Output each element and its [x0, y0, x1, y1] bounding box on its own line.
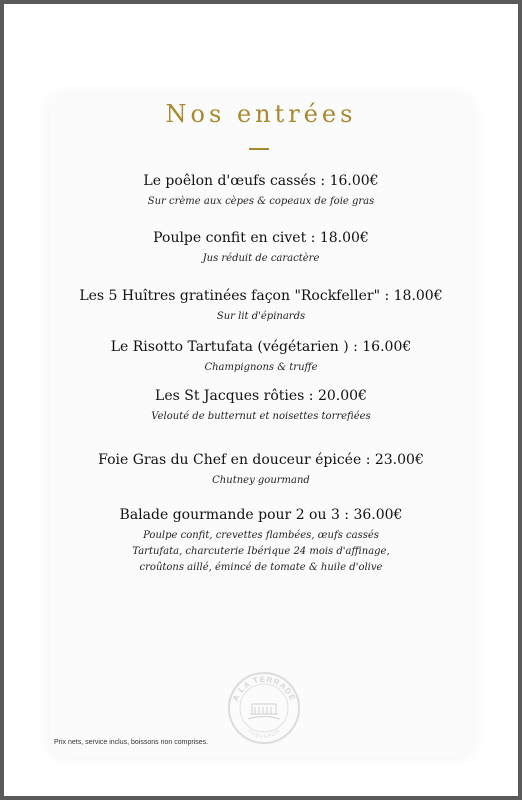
- dish-item: [0, 506, 522, 576]
- dish-name: Balade gourmande pour 2 ou 3 : 36.00€: [119, 507, 403, 523]
- dish-item: [0, 387, 522, 425]
- dish-description-line: Champignons & truffe: [204, 362, 318, 373]
- dish-name: Les 5 Huîtres gratinées façon "Rockfeller" : 18.00€: [79, 288, 443, 304]
- dish-description-line: Sur crème aux cèpes & copeaux de foie gras: [147, 196, 375, 207]
- dish-description-line: Velouté de butternut et noisettes torrefiées: [151, 411, 371, 422]
- dish-description-line: Poulpe confit, crevettes flambées, œufs cassés: [143, 530, 379, 541]
- dish-name: Le poêlon d'œufs cassés : 16.00€: [143, 173, 379, 189]
- dish-name: Le Risotto Tartufata (végétarien ) : 16.00€: [110, 339, 412, 355]
- dish-description: [0, 473, 522, 489]
- dish-description: [0, 251, 522, 267]
- dish-description-line: Tartufata, charcuterie Ibérique 24 mois d'affinage,: [132, 546, 390, 557]
- dish-description: [0, 194, 522, 210]
- dish-description-line: Jus réduit de caractère: [202, 253, 320, 264]
- dish-item: [0, 338, 522, 376]
- dish-description: [0, 309, 522, 325]
- dish-name: Poulpe confit en civet : 18.00€: [153, 230, 369, 246]
- svg-text:AUBUSSON: [246, 728, 281, 740]
- dish-description: [0, 360, 522, 376]
- restaurant-logo-icon: [226, 670, 302, 746]
- logo-place-text: AUBUSSON: [246, 728, 282, 741]
- dish-description-line: Sur lit d'épinards: [216, 311, 306, 322]
- dish-name: Les St Jacques rôties : 20.00€: [155, 388, 367, 404]
- title-divider: [249, 148, 269, 150]
- menu-title: Nos entrées: [165, 100, 357, 128]
- dish-item: [0, 172, 522, 210]
- dish-description: [0, 409, 522, 425]
- dish-name: Foie Gras du Chef en douceur épicée : 23.00€: [98, 452, 424, 468]
- dish-description-line: croûtons aillé, émincé de tomate & huile d'olive: [139, 562, 383, 573]
- logo-brand-text: A LA TERRADE: [230, 674, 298, 703]
- dish-description: [0, 528, 522, 576]
- dish-item: [0, 229, 522, 267]
- dish-item: [0, 451, 522, 489]
- footnote: Prix nets, service inclus, boissons non comprises.: [54, 739, 209, 746]
- dish-item: [0, 287, 522, 325]
- svg-text:A LA TERRADE: [231, 675, 298, 703]
- dish-description-line: Chutney gourmand: [212, 475, 310, 486]
